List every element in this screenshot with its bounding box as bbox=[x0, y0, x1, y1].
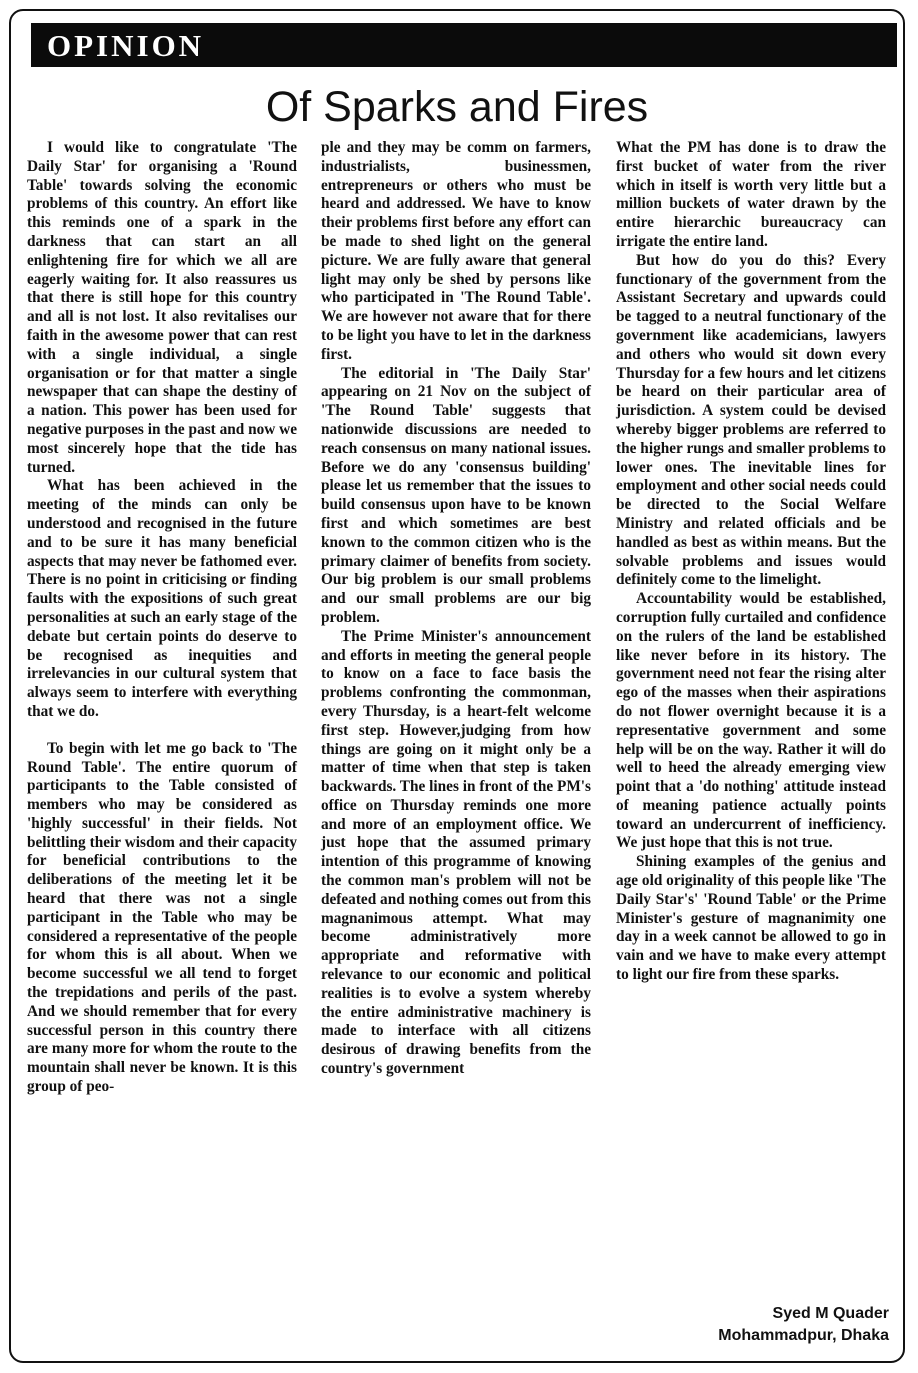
headline: Of Sparks and Fires bbox=[265, 83, 649, 131]
paragraph: The Prime Minister's announcement and efforts in meeting the general people to know on a face to face basis the problems confronting the commonman, every Thursday, is a heart-felt welcome first step. However,judging from how things are going on it might only be a matter of time when that step is taken backwards. The lines in front of the PM's office on Thursday reminds one more and more of an employment office. We just hope that the assumed primary intention of this programme of knowing the common man's problem will not be defeated and nothing comes out from this magnanimous attempt. What may become administratively more appropriate and reformative with relevance to our economic and political realities is to evolve a system whereby the entire administrative machinery is made to interface with all citizens desirous of drawing benefits from the country's government bbox=[321, 627, 591, 1078]
author-location: Mohammadpur, Dhaka bbox=[718, 1327, 889, 1344]
section-banner bbox=[31, 23, 897, 67]
paragraph: What the PM has done is to draw the first bucket of water from the river which in itself is worth very little but a million buckets of water drawn by the entire hierarchic bureaucracy can irrigate the entire land. bbox=[616, 139, 886, 250]
section-label: OPINION bbox=[47, 28, 205, 63]
article-column-1 bbox=[27, 139, 297, 1097]
paragraph: Shining examples of the genius and age old originality of this people like 'The Daily Star's' 'Round Table' or the Prime Minister's gesture of magnanimity one day in a week cannot be allowed to go in vain and we have to make every attempt to light our fire from these sparks. bbox=[616, 853, 886, 984]
paragraph: The editorial in 'The Daily Star' appearing on 21 Nov on the subject of 'The Round Table' suggests that nationwide discussions are needed to reach consensus on many national issues. Before we do any 'consensus building' please let us remember that the issues to build consensus upon have to be known first and which sometimes are best known to the common citizen who is the primary claimer of benefits from society. Our big problem is our small problems and our small problems are our big problem. bbox=[321, 364, 591, 626]
paragraph: Accountability would be established, corruption fully curtailed and confidence on the rulers of the land be established like never before in its history. The government need not fear the rising alter ego of the masses when their aspirations do not flower overnight because it is a representative government and some help will be on the way. Rather it will do well to heed the already emerging view point that a 'do nothing' attitude instead of meaning patience actually points toward an undercurrent of inefficiency. We just hope that this is not true. bbox=[616, 590, 886, 852]
paragraph: What has been achieved in the meeting of the minds can only be understood and recognised in the future and to be sure it has many beneficial aspects that may never be fathomed ever. There is no point in criticising or finding faults with the expositions of such great personalities at such an early stage of the debate but certain points do deserve to be recognised as inequities and irrelevancies in our cultural system that always seem to interfere with everything that we do. bbox=[27, 477, 297, 720]
paragraph: But how do you do this? Every functionary of the government from the Assistant Secretary and upwards could be tagged to a neutral functionary of the government like academicians, lawyers and others who would sit down every Thursday for a few hours and let citizens be heard on their particular area of jurisdiction. A system could be devised whereby bigger problems are referred to the higher rungs and smaller problems to lower ones. The inevitable lines for employment and other social needs could be directed to the Social Welfare Ministry and related officials and be handled as best as within means. But the solvable problems and issues would definitely come to the limelight. bbox=[616, 251, 886, 589]
signature bbox=[718, 1303, 889, 1347]
article-column-2 bbox=[321, 139, 591, 1079]
paragraph: I would like to congratulate 'The Daily Star' for organising a 'Round Table' towards solving the economic problems of this country. An effort like this reminds one of a spark in the darkness that can start an all enlightening fire for which we all are eagerly waiting for. It also reassures us that there is still hope for this country and all is not lost. It also revitalises our faith in the awesome power that can rest with a single individual, a single organisation or for that matter a single newspaper that can shape the destiny of a nation. This power has been used for negative purposes in the past and now we most sincerely hope that the tide has turned. bbox=[27, 139, 297, 476]
clipping-frame bbox=[9, 9, 905, 1363]
author-name: Syed M Quader bbox=[772, 1305, 889, 1322]
article-column-3 bbox=[616, 139, 886, 985]
paragraph: ple and they may be comm on farmers, industrialists, businessmen, entrepreneurs or others who must be heard and addressed. We have to know their problems first before any effort can be made to shed light on the general picture. We are fully aware that general light may only be shed by persons like who participated in 'The Round Table'. We are however not aware that for there to be light you have to let in the darkness first. bbox=[321, 139, 591, 363]
paragraph: To begin with let me go back to 'The Round Table'. The entire quorum of participants to the Table consisted of members who may be considered as 'highly successful' in their fields. Not belittling their wisdom and their capacity for beneficial contributions to the deliberations of the meeting let it be heard that there was not a single participant in the Table who may be considered a representative of the people for whom this is all about. When we become successful we all tend to forget the trepidations and perils of the past. And we should remember that for every successful person in this country there are many more for whom the route to the mountain shall never be known. It is this group of peo- bbox=[27, 739, 297, 1096]
